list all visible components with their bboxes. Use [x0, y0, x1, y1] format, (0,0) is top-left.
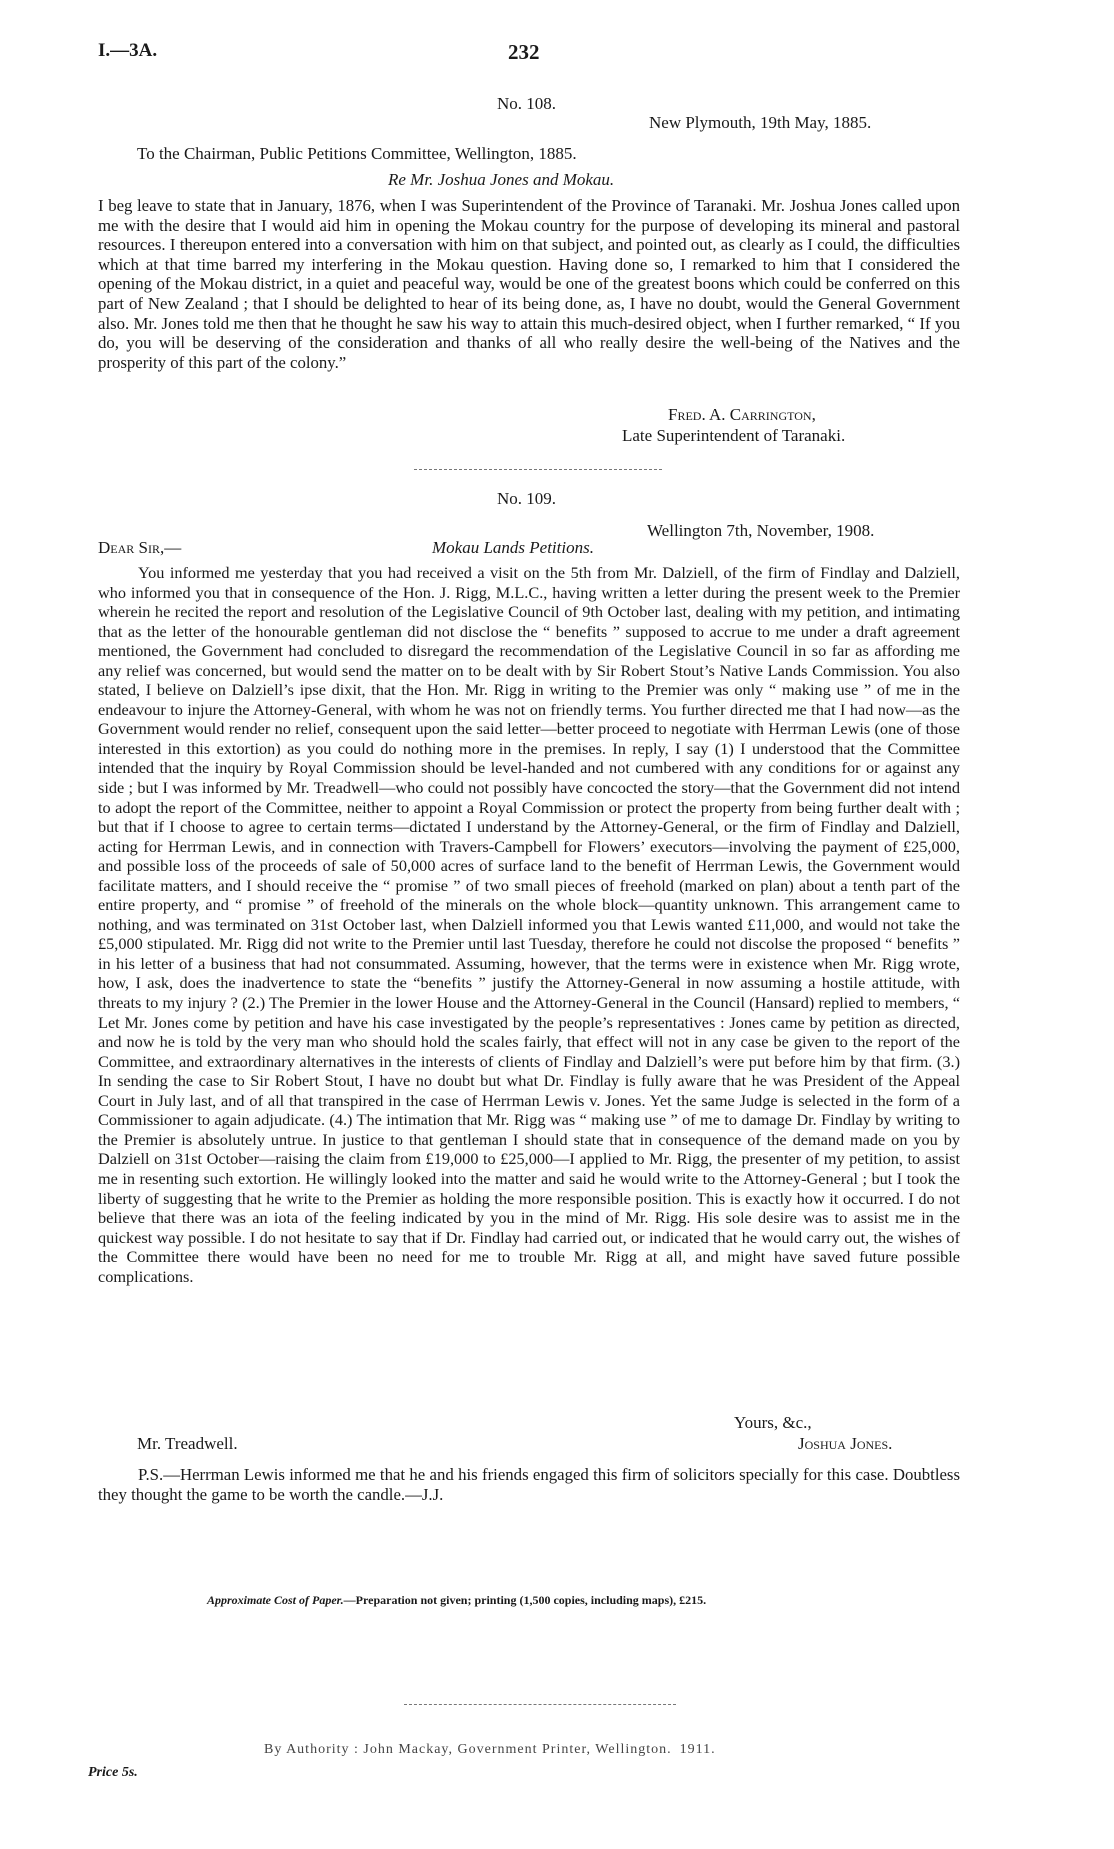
- footer-divider: [404, 1704, 676, 1705]
- letter-108-place-date: New Plymouth, 19th May, 1885.: [649, 113, 872, 132]
- letter-109-closing: Yours, &c.,: [734, 1413, 812, 1432]
- page-number: 232: [508, 40, 540, 64]
- cost-label: Approximate Cost of Paper.: [207, 1593, 344, 1607]
- letter-108-signature-title: Late Superintendent of Taranaki.: [622, 426, 846, 445]
- letter-109-subject: Mokau Lands Petitions.: [432, 538, 594, 557]
- paper-reference: I.—3A.: [98, 40, 158, 61]
- letter-109-place-date: Wellington 7th, November, 1908.: [647, 521, 875, 540]
- letter-108-addressee: To the Chairman, Public Petitions Committee, Wellington, 1885.: [137, 144, 577, 163]
- letter-108-re: Re Mr. Joshua Jones and Mokau.: [388, 170, 615, 189]
- letter-109-body: You informed me yesterday that you had received a visit on the 5th from Mr. Dalziell, of the firm of Findlay and Dalziell, who informed you that in consequence of the Hon. J. Rigg, M.L.C., having written a letter during the present week to the Premier wherein he recited the report and resolution of the Legislative Council of 9th October last, dealing with my petition, and intimating that as the letter of the honourable gentleman did not disclose the “ benefits ” supposed to accrue to me under a draft agreement mentioned, the Government had concluded to disregard the recommendation of the Legislative Council in so far as affording me any relief was concerned, but would send the matter on to be dealt with by Sir Robert Stout’s Native Lands Commission. You also stated, I believe on Dalziell’s ipse dixit, that the Hon. Mr. Rigg in writing to the Premier was only “ making use ” of me in the endeavour to injure the Attorney-General, with whom he was not on friendly terms. You further directed me that I had now—as the Government would render no relief, consequent upon the said letter—better proceed to negotiate with Herrman Lewis (one of those interested in this extortion) as you could do nothing more in the premises. In reply, I say (1) I understood that the Committee intended that the inquiry by Royal Commission should be level-handed and not cumbered with any conditions for or against any side ; but I was informed by Mr. Treadwell—who could not possibly have concocted the story—that the Government did not intend to adopt the report of the Committee, neither to appoint a Royal Commission or protect the property from being further dealt with ; but that if I choose to agree to certain terms—dictated I understand by the Attorney-General, or the firm of Findlay and Dalziell, acting for Herrman Lewis, and in connection with Travers-Campbell for Flowers’ executors—involving the payment of £25,000, and possible loss of the proceeds of sale of 50,000 acres of surface land to the benefit of Herrman Lewis, the Government would facilitate matters, and I should receive the “ promise ” of two small pieces of freehold (marked on plan) about a tenth part of the entire property, and “ promise ” of freehold of the minerals on the whole block—quantity unknown. This arrangement came to nothing, and was terminated on 31st October last, when Dalziell informed you that Lewis wanted £11,000, and would not take the £5,000 stipulated. Mr. Rigg did not write to the Premier until last Tuesday, therefore he could not discolse the proposed “ benefits ” in his letter of a business that had not consummated. Assuming, however, that the terms were in existence when Mr. Rigg wrote, how, I ask, does the inadvertence to state the “benefits ” justify the Attorney-General in now assuming a hostile attitude, with threats to my injury ? (2.) The Premier in the lower House and the Attorney-General in the Council (Hansard) replied to members, “ Let Mr. Jones come by petition and have his case investigated by the people’s representatives : Jones came by petition as directed, and now he is told by the very man who should hold the scales fairly, that effect will not in any case be given to the report of the Committee, and extraordinary alternatives in the interests of clients of Findlay and Dalziell’s were put before him by that firm. (3.) In sending the case to Sir Robert Stout, I have no doubt but what Dr. Findlay is fully aware that he was President of the Appeal Court in July last, and of all that transpired in the case of Herrman Lewis v. Jones. Yet the same Judge is selected in the form of a Commissioner to again adjudicate. (4.) The intimation that Mr. Rigg was “ making use ” of me to damage Dr. Findlay by writing to the Premier is absolutely untrue. In justice to that gentleman I should state that in consequence of the demand made on you by Dalziell on 31st October—raising the claim from £19,000 to £25,000—I applied to Mr. Rigg, the presenter of my petition, to assist me in resenting such extortion. He willingly looked into the matter and said he would write to the Attorney-General ; but I took the liberty of suggesting that he write to the Premier as holding the more responsible position. This is exactly how it occurred. I do not believe that there was an iota of the feeling indicated by you in the mind of Mr. Rigg. His sole desire was to assist me in the quickest way possible. I do not hesitate to say that if Dr. Findlay had carried out, or indicated that he would carry out, the wishes of the Committee there would have been no need for me to trouble Mr. Rigg at all, and might have saved future possible complications.: [98, 563, 960, 1286]
- letter-109-signature: Joshua Jones.: [798, 1434, 893, 1453]
- letter-108-signature: Fred. A. Carrington,: [668, 405, 816, 424]
- letter-108-body: I beg leave to state that in January, 1876, when I was Superintendent of the Province of Taranaki. Mr. Joshua Jones called upon me with the desire that I would aid him in opening the Mokau country for the purpose of developing its mineral and pastoral resources. I thereupon entered into a conversation with him on that subject, and pointed out, as clearly as I could, the difficulties which at that time barred my interfering in the Mokau question. Having done so, I remarked to him that I considered the opening of the Mokau district, in a quiet and peaceful way, would be one of the greatest boons which could be conferred on this part of New Zealand ; that I should be delighted to hear of its being done, as, I have no doubt, would the General Government also. Mr. Jones told me then that he thought he saw his way to attain this much-desired object, when I further remarked, “ If you do, you will be deserving of the consideration and thanks of all who really desire the well-being of the Natives and the prosperity of this part of the colony.”: [98, 196, 960, 372]
- cost-text: —Preparation not given; printing (1,500 copies, including maps), £215.: [343, 1593, 707, 1607]
- cost-of-paper-note: [207, 1593, 706, 1608]
- printer-authority: By Authority : John Mackay, Government Printer, Wellington. 1911.: [264, 1742, 716, 1757]
- letter-108-number: No. 108.: [497, 94, 557, 113]
- price-label: Price 5s.: [88, 1765, 138, 1780]
- letter-109-recipient: Mr. Treadwell.: [137, 1434, 238, 1453]
- letter-109-number: No. 109.: [497, 489, 557, 508]
- letter-109-postscript: P.S.—Herrman Lewis informed me that he and his friends engaged this firm of solicitors specially for this case. Doubtless they thought the game to be worth the candle.—J.J.: [98, 1465, 960, 1504]
- letter-109-salutation: Dear Sir,—: [98, 538, 182, 557]
- section-divider: [414, 469, 662, 470]
